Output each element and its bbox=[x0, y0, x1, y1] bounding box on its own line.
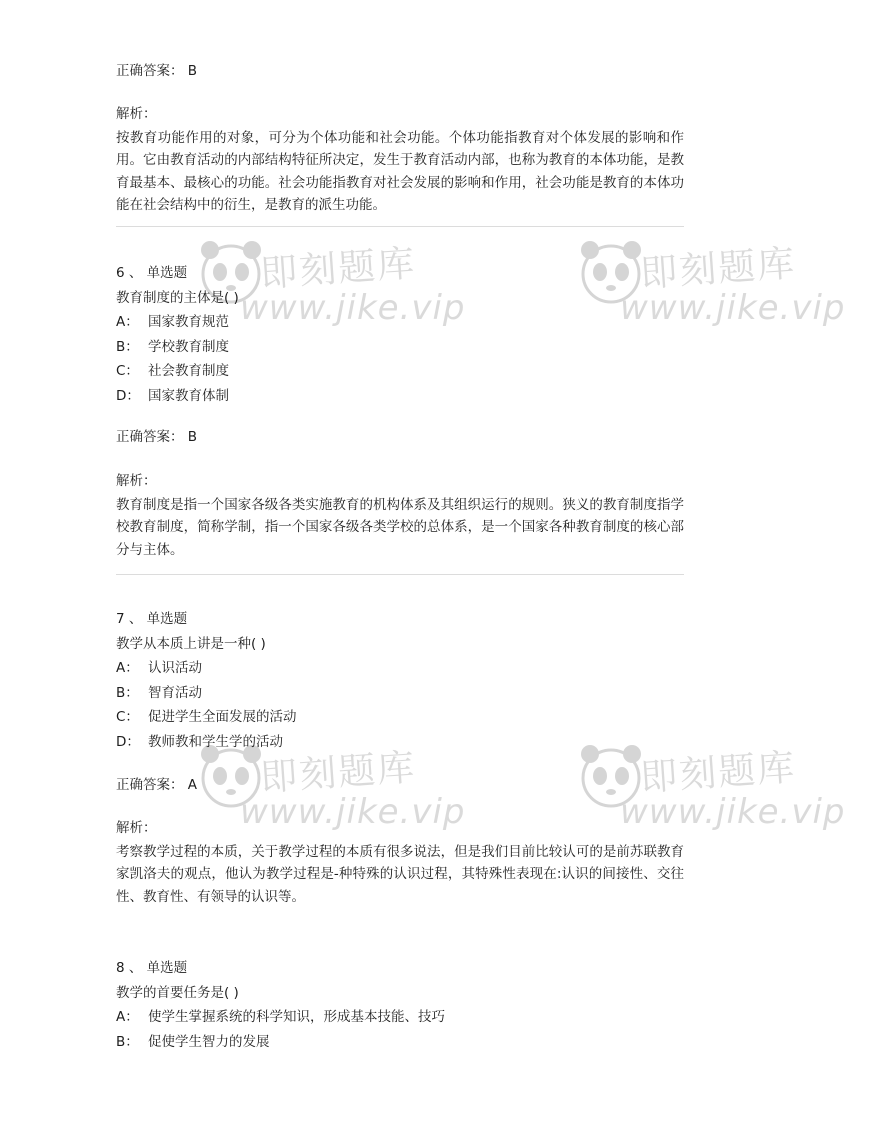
divider bbox=[116, 226, 684, 227]
answer-value: B bbox=[187, 63, 198, 79]
option-a bbox=[116, 656, 684, 681]
answer-label: 正确答案： bbox=[116, 63, 184, 79]
watermark-url: www.jike.vip bbox=[620, 792, 846, 832]
question-stem: 教学的首要任务是( ) bbox=[116, 984, 239, 1001]
option-text: 国家教育体制 bbox=[148, 387, 229, 404]
answer-label: 正确答案： bbox=[116, 777, 184, 793]
option-letter: A： bbox=[116, 1009, 139, 1025]
option-text: 认识活动 bbox=[148, 660, 202, 676]
option-text: 促使学生智力的发展 bbox=[148, 1033, 270, 1050]
question-header: 8 、 单选题 bbox=[116, 960, 188, 976]
watermark-cn: 即刻题库 bbox=[258, 241, 418, 296]
question-header: 7 、 单选题 bbox=[116, 611, 188, 627]
analysis-text: 考察教学过程的本质，关于教学过程的本质有很多说法，但是我们目前比较认可的是前苏联教育家凯洛夫的观点，他认为教学过程是-种特殊的认识过程，其特殊性表现在:认识的间接性、交往性、教育性、有领导的认识等。 bbox=[116, 843, 684, 905]
option-letter: D： bbox=[116, 733, 140, 750]
answer-value: A bbox=[187, 777, 198, 793]
option-letter: C： bbox=[116, 363, 139, 379]
option-d bbox=[116, 730, 684, 755]
question-stem: 教学从本质上讲是一种( ) bbox=[116, 635, 266, 652]
option-text: 社会教育制度 bbox=[148, 363, 229, 379]
answer-line bbox=[116, 59, 684, 84]
analysis-text: 按教育功能作用的对象，可分为个体功能和社会功能。个体功能指教育对个体发展的影响和作用。它由教育活动的内部结构特征所决定，发生于教育活动内部，也称为教育的本体功能，是教育最基本、最核心的功能。社会功能指教育对社会发展的影响和作用，社会功能是教育的本体功能在社会结构中的衍生，是教育的派生功能。 bbox=[116, 129, 684, 213]
analysis-label: 解析： bbox=[116, 106, 157, 122]
analysis-label: 解析： bbox=[116, 473, 157, 489]
answer-line bbox=[116, 773, 684, 798]
option-text: 促进学生全面发展的活动 bbox=[148, 709, 297, 725]
divider bbox=[116, 574, 684, 575]
option-text: 学校教育制度 bbox=[148, 338, 229, 355]
watermark-cn: 即刻题库 bbox=[638, 241, 798, 296]
analysis-text: 教育制度是指一个国家各级各类实施教育的机构体系及其组织运行的规则。狭义的教育制度指学校教育制度，简称学制，指一个国家各级各类学校的总体系，是一个国家各种教育制度的核心部分与主体。 bbox=[116, 496, 684, 558]
watermark-url: www.jike.vip bbox=[240, 288, 466, 328]
q6-answer-section bbox=[116, 425, 684, 450]
option-c bbox=[116, 705, 684, 730]
option-c bbox=[116, 359, 684, 384]
answer-label: 正确答案： bbox=[116, 429, 184, 445]
question-8 bbox=[116, 956, 684, 1054]
option-letter: B： bbox=[116, 1033, 139, 1050]
option-b bbox=[116, 335, 684, 360]
q7-analysis-section bbox=[116, 816, 684, 908]
question-7 bbox=[116, 607, 684, 754]
watermark-url: www.jike.vip bbox=[620, 288, 846, 328]
option-letter: A： bbox=[116, 660, 139, 676]
answer-value: B bbox=[187, 429, 198, 445]
option-letter: B： bbox=[116, 338, 139, 355]
watermark-url: www.jike.vip bbox=[240, 792, 466, 832]
question-6 bbox=[116, 261, 684, 408]
option-letter: C： bbox=[116, 709, 139, 725]
q7-answer-section bbox=[116, 773, 684, 798]
q6-analysis-section bbox=[116, 469, 684, 561]
option-letter: A： bbox=[116, 314, 139, 330]
q5-analysis-section bbox=[116, 102, 684, 217]
option-text: 教师教和学生学的活动 bbox=[148, 733, 283, 750]
question-header: 6 、 单选题 bbox=[116, 265, 188, 281]
option-a bbox=[116, 310, 684, 335]
q5-answer-section bbox=[116, 59, 684, 84]
option-letter: D： bbox=[116, 387, 140, 404]
option-d bbox=[116, 384, 684, 409]
option-letter: B： bbox=[116, 684, 139, 701]
option-text: 智育活动 bbox=[148, 684, 202, 701]
answer-line bbox=[116, 425, 684, 450]
analysis-label: 解析： bbox=[116, 820, 157, 836]
option-b bbox=[116, 681, 684, 706]
question-stem: 教育制度的主体是( ) bbox=[116, 289, 239, 306]
option-text: 国家教育规范 bbox=[148, 314, 229, 330]
watermark-cn: 即刻题库 bbox=[638, 745, 798, 800]
option-b bbox=[116, 1030, 684, 1055]
option-a bbox=[116, 1005, 684, 1030]
option-text: 使学生掌握系统的科学知识，形成基本技能、技巧 bbox=[148, 1009, 445, 1025]
watermark-cn: 即刻题库 bbox=[258, 745, 418, 800]
